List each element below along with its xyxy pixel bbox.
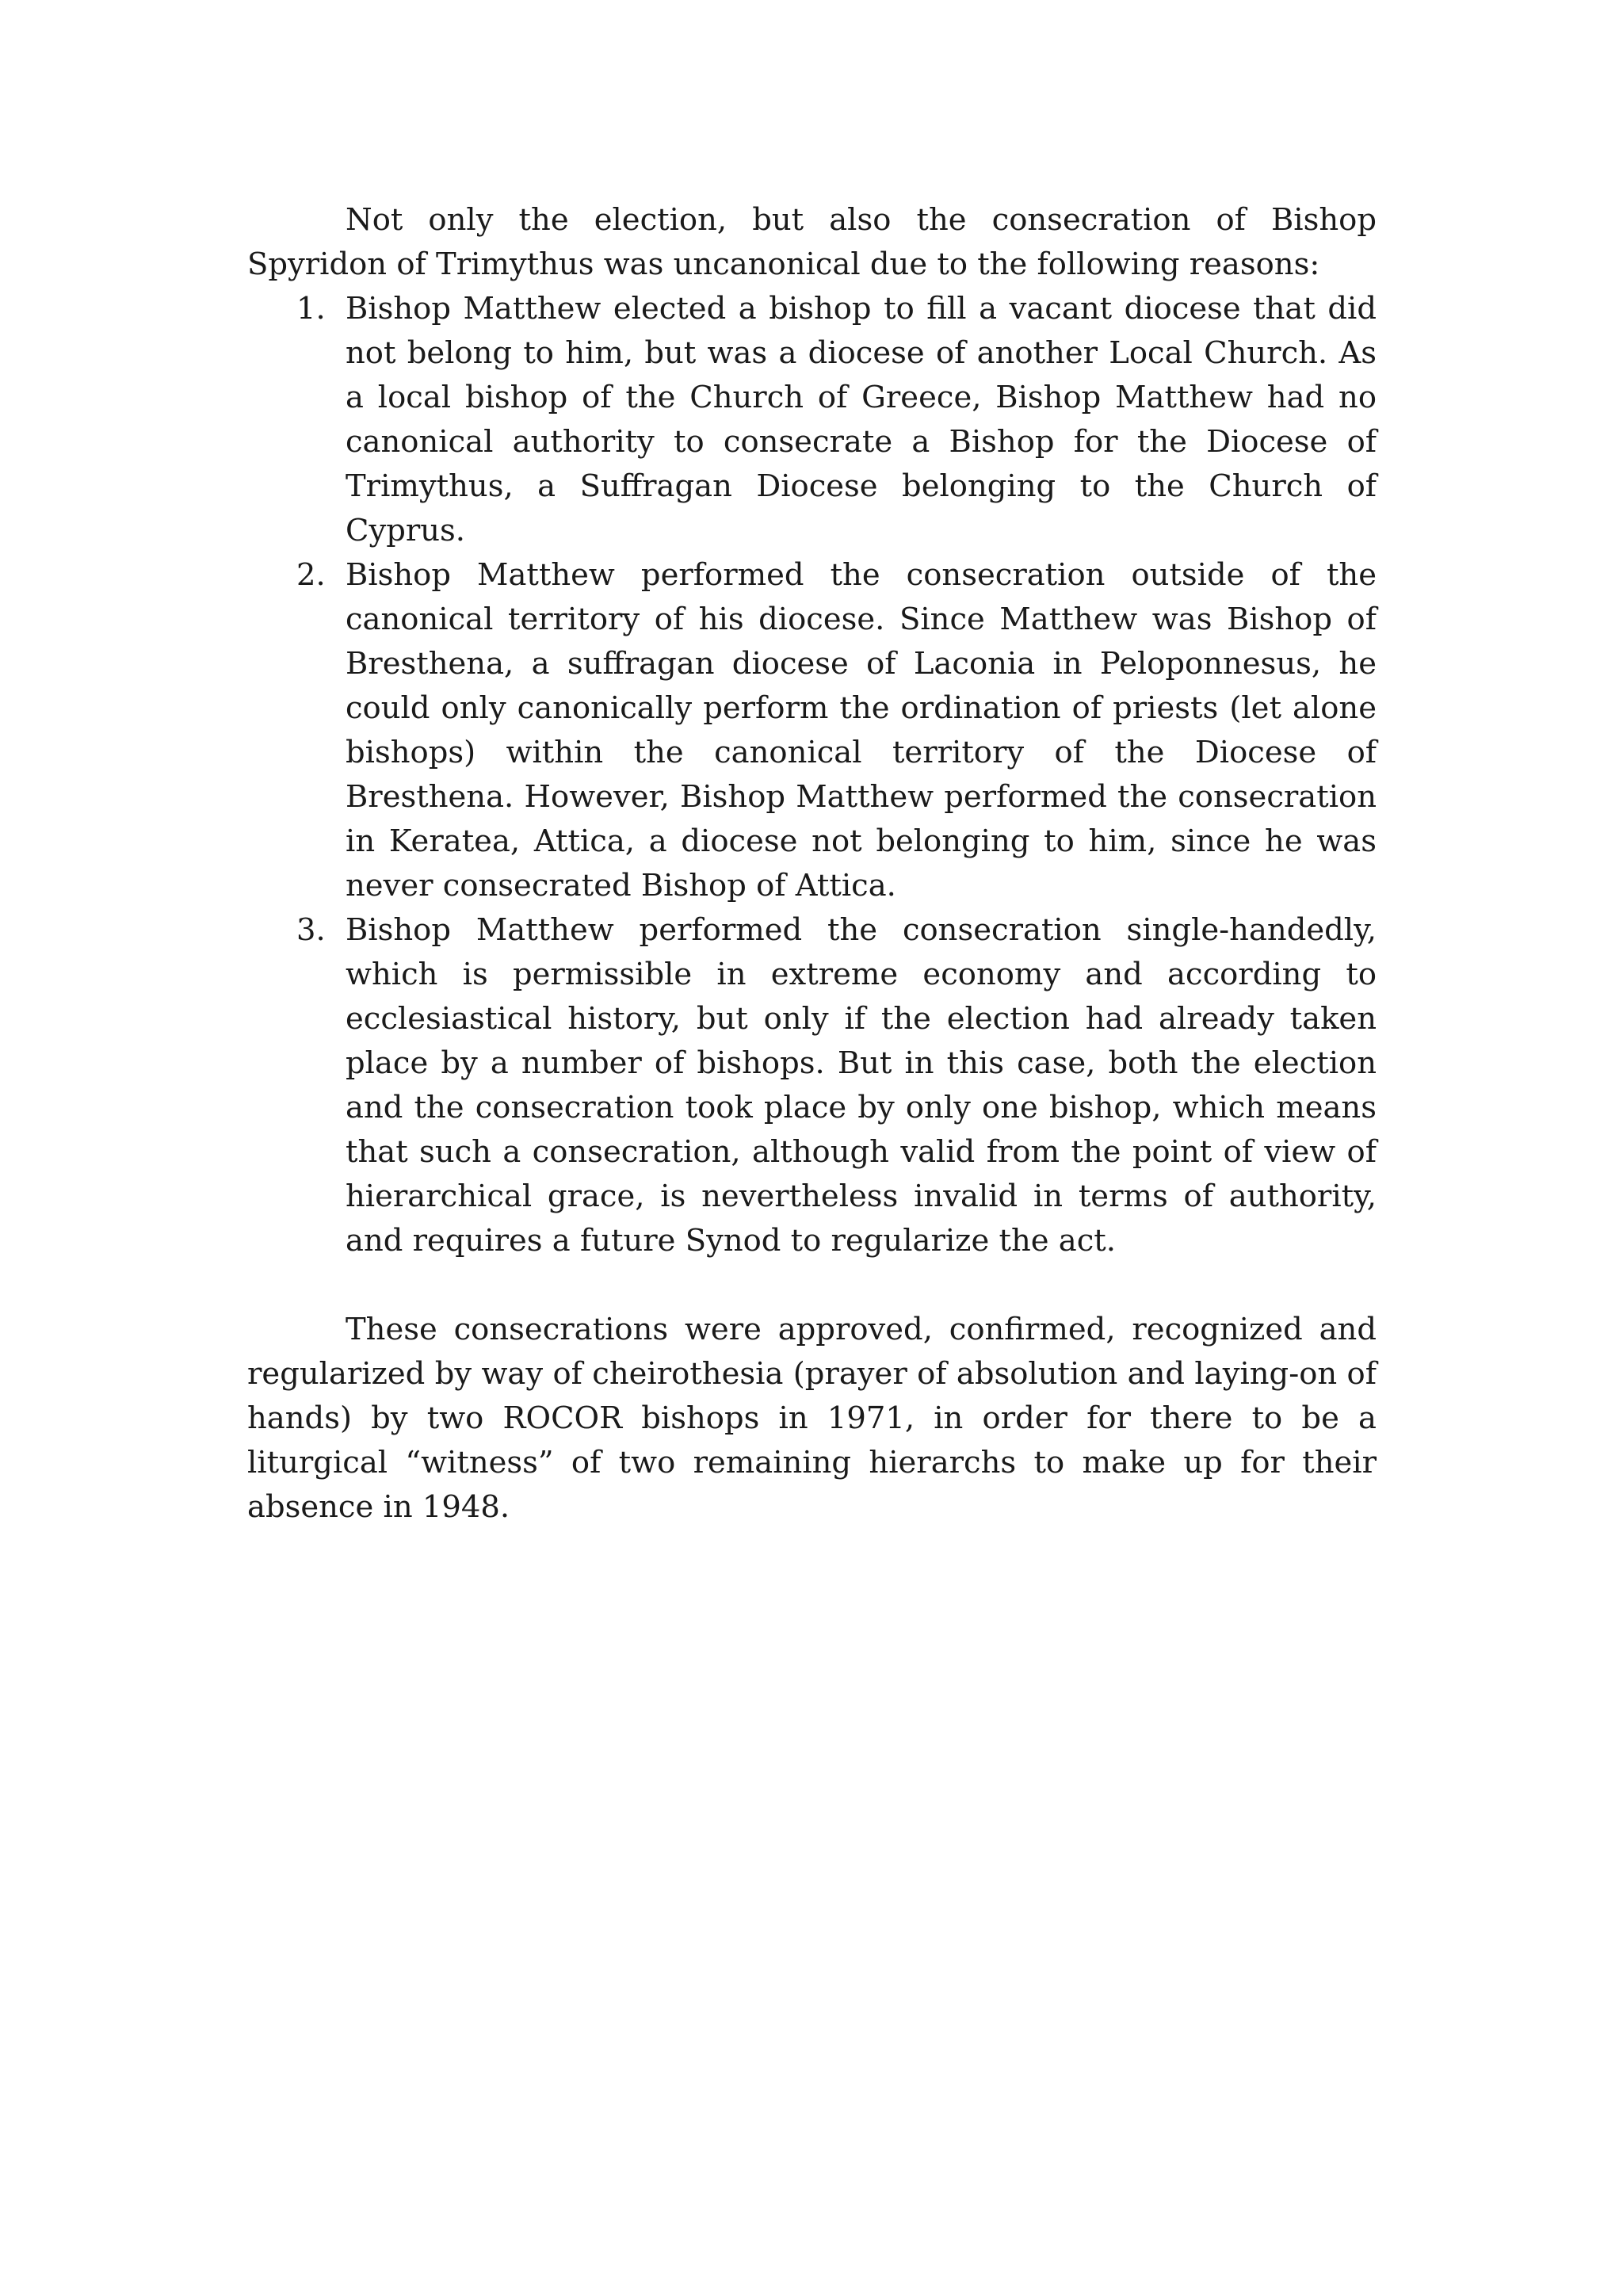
document-body — [247, 198, 1377, 1530]
reason-item — [296, 908, 1377, 1263]
reasons-list — [247, 287, 1377, 1263]
reason-number: 3. — [296, 912, 326, 948]
paragraph-spacer — [247, 1263, 1377, 1308]
reason-number: 2. — [296, 557, 326, 593]
reason-number: 1. — [296, 291, 326, 327]
closing-paragraph: These consecrations were approved, confirmed, recognized and regularized by way of cheirothesia (prayer of absolution and laying-on of hands) by two ROCOR bishops in 1971, in order for there to be a liturgical “witness” of two remaining hierarchs to make up for their absence in 1948. — [247, 1312, 1377, 1525]
reason-text: Bishop Matthew performed the consecration single-handedly, which is permissible in extreme economy and according to ecclesiastical history, but only if the election had already taken place by a number of bishops. But in this case, both the election and the consecration took place by only one bishop, which means that such a consecration, although valid from the point of view of hierarchical grace, is nevertheless invalid in terms of authority, and requires a future Synod to regularize the act. — [346, 912, 1377, 1259]
reason-text: Bishop Matthew elected a bishop to fill a vacant diocese that did not belong to him, but was a diocese of another Local Church. As a local bishop of the Church of Greece, Bishop Matthew had no canonical authority to consecrate a Bishop for the Diocese of Trimythus, a Suffragan Diocese belonging to the Church of Cyprus. — [346, 291, 1377, 548]
reason-item — [296, 287, 1377, 553]
reason-item — [296, 553, 1377, 908]
intro-paragraph: Not only the election, but also the consecration of Bishop Spyridon of Trimythus was uncanonical due to the following reasons: — [247, 202, 1377, 282]
reason-text: Bishop Matthew performed the consecration outside of the canonical territory of his diocese. Since Matthew was Bishop of Bresthena, a suffragan diocese of Laconia in Peloponnesus, he could only canonically perform the ordination of priests (let alone bishops) within the canonical territory of the Diocese of Bresthena. However, Bishop Matthew performed the consecration in Keratea, Attica, a diocese not belonging to him, since he was never consecrated Bishop of Attica. — [346, 557, 1377, 904]
